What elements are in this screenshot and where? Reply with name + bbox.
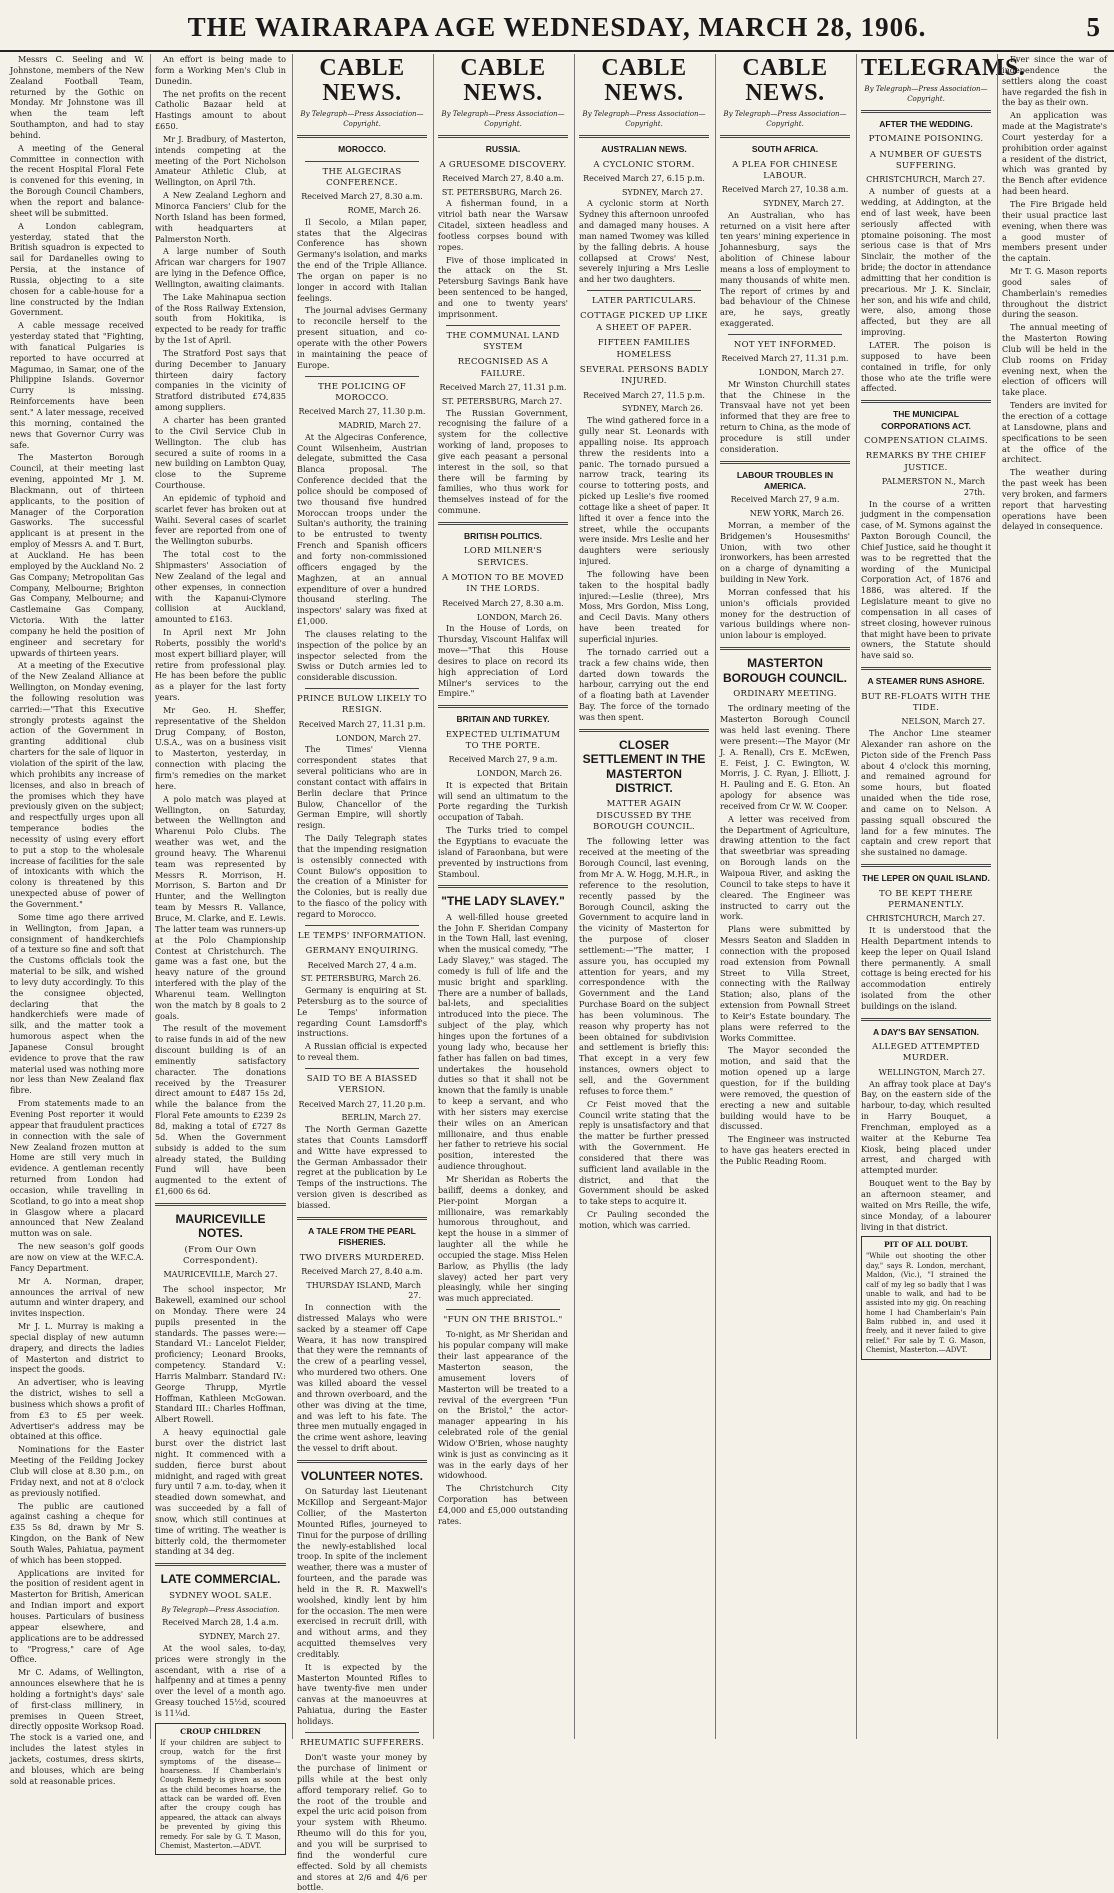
divider — [587, 290, 701, 291]
ad-title: PIT OF ALL DOUBT. — [884, 1240, 968, 1250]
column-2 — [150, 54, 290, 1850]
paragraph: Germany is enquiring at St. Petersburg as to the source of Le Temps' information regarding Count Lamsdorff's instructions. — [297, 984, 427, 1039]
divider — [446, 1309, 560, 1310]
divider — [720, 461, 850, 464]
paragraph: Plans were submitted by Messrs Seaton and Sladden in connection with the proposed road extension from Pownall Street to Villa Street, connecting with the Railway Station; also, plans of the extension from Pownall Street to Keir's Estate boundary. The plans were referred to the Works Committee. — [720, 924, 850, 1043]
paragraph: A polo match was played at Wellington, on Saturday, between the Wellington and Wharenui Polo Clubs. The weather was wet, and the ground heavy. The Wharenui team was represented by Messrs R. Morrison, H. Morrison, S. Barton and Dr Hunter, and the Wellington team by Messrs R. Vallance, Bruce, M. Clarke, and E. Lewis. The latter team was runners-up at the Polo Championship Contest at Christchurch. The game was a fast one, but the heavy nature of the ground interfered with the play of the Wharenui team. Wellington won the match by 8 goals to 2 goals. — [155, 793, 286, 1021]
received-time: Received March 27, 9 a.m. — [730, 495, 840, 505]
dateline: SYDNEY, March 26. — [621, 404, 703, 414]
paragraph: A cyclonic storm at North Sydney this afternoon unroofed and damaged many houses. A man named Twomey was killed by the falling debris. A house collapsed at Crows' Nest, severely injuring a Mrs Leslie and her two daughters. — [579, 198, 709, 285]
paragraph: Cr Feist moved that the Council write stating that the reply is unsatisfactory and that the matter be further pressed with the Government. He considered that there was sufficient land available in the district, and that the Government should be asked to take steps to acquire it. — [579, 1098, 709, 1207]
received-time: Received March 27, 11.31 p.m. — [298, 719, 426, 729]
paragraph: The Fire Brigade held their usual practice last evening, when there was a good muster of members present under the captain. — [1002, 198, 1107, 264]
paragraph: Applications are invited for the position of resident agent in Masterton for British, American and Indian import and export houses. Particulars of business appear elsewhere, and applications are to be addressed to "Progress," care of Age Office. — [10, 1567, 144, 1665]
paragraph: An effort is being made to form a Working Men's Club in Dunedin. — [155, 54, 286, 86]
byline: By Telegraph—Press Association—Copyright. — [723, 110, 847, 128]
paragraph: In the course of a written judgment in the compensation case, of M. Symons against the Paxton Borough Council, the Chief Justice, said he thought it was to be regretted that the wording of the Municipal Corporation Act, of 1876 and 1886, was altered. If the Legislature meant to give no compensation in all cases of street closing, however ruinous that might have been to private owners, the Statute should have said so. — [861, 498, 991, 661]
section-subheading: GERMANY ENQUIRING. — [305, 946, 419, 957]
paragraph: The annual meeting of the Masterton Rowing Club will be held in the Club rooms on Friday evening next, when the election of officers will take place. — [1002, 322, 1107, 398]
divider — [438, 885, 568, 888]
section-subheading: THE POLICING OF MOROCCO. — [318, 381, 406, 403]
paragraph: In the House of Lords, on Thursday, Viscount Halifax will move—"That this House desires to place on record its high appreciation of Lord Milner's services to the Empire." — [438, 623, 568, 699]
dateline: ROME, March 26. — [347, 205, 421, 215]
paragraph: The following letter was received at the meeting of the Borough Council, last evening, from Mr A. W. Hogg, M.H.R., in reference to the resolution, recently passed by the Borough Council, asking the Government to acquire land in the vicinity of Masterton for the purpose of closer settlement:—"The matter, I assure you, has occupied my attention for years, and my correspondence with the Government and the Land Purchase Board on the subject has been voluminous. The reason why property has not been obtained for subdivision and settlement is briefly this: That except in a very few instances, owners object to sell, and the Government refuses to force them." — [579, 836, 709, 1096]
section-subheading: A GRUESOME DISCOVERY. — [439, 159, 567, 170]
section-subheading: A NUMBER OF GUESTS SUFFERING. — [869, 149, 983, 172]
paragraph: Mr A. Norman, draper, announces the arrival of new autumn and winter drapery, and invites inspection. — [10, 1275, 144, 1319]
section-subheading: NOT YET INFORMED. — [733, 339, 837, 350]
received-time: Received March 27, 11.5 p.m. — [583, 390, 705, 400]
dateline: PALMERSTON N., March 27th. — [881, 477, 985, 497]
newspaper-title: THE WAIRARAPA AGE WEDNESDAY, MARCH 28, 1906. — [187, 12, 927, 42]
received-time: Received March 27, 11.31 p.m. — [721, 354, 849, 364]
section-subheading: THE ALGECIRAS CONFERENCE. — [322, 166, 402, 188]
section-heading: BRITAIN AND TURKEY. — [456, 714, 550, 725]
paragraph: The Lake Mahinapua section of the Ross Railway Extension, south from Hokitika, is expected to be ready for traffic by the 1st of April. — [155, 291, 286, 346]
section-heading: BRITISH POLITICS. — [464, 530, 542, 541]
paragraph: The clauses relating to the inspection of the police by an inspector selected from the Swiss or Dutch armies led to considerable discussion. — [297, 628, 427, 683]
section-subheading: LATER PARTICULARS. — [591, 296, 697, 307]
paragraph: Bouquet went to the Bay by an afternoon steamer, and waited on Mrs Reille, the wife, since Monday, of a labourer living in that district. — [861, 1178, 991, 1232]
section-subheading: REMARKS BY THE CHIEF JUSTICE. — [865, 451, 987, 473]
section-subheading: RHEUMATIC SUFFERERS. — [299, 1737, 424, 1748]
paragraph: The journal advises Germany to reconcile herself to the present situation, and co-operate with the other Powers in maintaining the peace of Europe. — [297, 305, 427, 370]
section-heading: THE MUNICIPAL CORPORATIONS ACT. — [881, 409, 971, 431]
paragraph: A New Zealand Leghorn and Minorca Fanciers' Club for the North Island has been formed, with headquarters at Palmerston North. — [155, 190, 286, 244]
section-subheading: SYDNEY WOOL SALE. — [169, 1590, 272, 1601]
paragraph: In connection with the distressed Malays who were sacked by a steamer off Cape Weara, it has now transpired that they were the remnants of the crew of a pearling vessel, who murdered two others. One was killed aboard the vessel and thrown overboard, and the other was diving at the time, and was left to his fate. The three men mutually engaged in the crime went ashore, leaving the vessel to drift about. — [297, 1302, 427, 1454]
column-3 — [292, 54, 431, 1893]
paragraph: Ever since the war of independence the settlers along the coast have regarded the fish in the bay as their own. — [1002, 54, 1107, 108]
dateline: SYDNEY, March 27. — [762, 198, 844, 208]
section-subheading: LORD MILNER'S SERVICES. — [463, 546, 543, 568]
section-subheading: A CYCLONIC STORM. — [593, 159, 695, 170]
divider — [438, 135, 568, 138]
divider — [861, 667, 991, 670]
paragraph: The Turks tried to compel the Egyptians to evacuate the island of Faraonbana, but were prevented by instructions from Stamboul. — [438, 825, 568, 879]
paragraph: The Daily Telegraph states that the impending resignation is ostensibly connected with Count Bulow's opposition to the creation of a Minister for the Colonies, but is really due to the fiasco of the policy with regard to Morocco. — [297, 833, 427, 919]
divider — [305, 1068, 419, 1069]
paragraph: An Australian, who has returned on a visit here after ten years' mining experience in Johannesburg, says the abolition of Chinese labour means a loss of employment to many thousands of white men. The report of crimes by and bad behaviour of the Chinese are, he says, greatly exaggerated. — [720, 209, 850, 329]
divider — [728, 334, 842, 335]
divider — [438, 705, 568, 708]
divider — [155, 1203, 286, 1206]
paragraph: A Russian official is expected to reveal them. — [297, 1041, 427, 1063]
byline: By Telegraph—Press Association—Copyright. — [864, 85, 988, 103]
dateline: ST. PETERSBURG, March 26. — [441, 187, 562, 197]
paragraph: In April next Mr John Roberts, possibly the world's most expert billiard player, will retire from professional play. He has been before the public as a player for the last forty years. — [155, 627, 286, 703]
divider — [305, 1732, 419, 1733]
paragraph: From statements made to an Evening Post reporter it would appear that fraudulent practices in connection with the sale of New Zealand frozen mutton at Home are still very much in evidence. A gentleman recently returned from London had occasion, while travelling in Scotland, to go into a meat shop in Glasgow where a placard announced that New Zealand mutton was on sale. — [10, 1098, 144, 1239]
paragraph: Mr J. Bradbury, of Masterton, intends competing at the meeting of the Port Nicholson Amateur Athletic Club, at Wellington, on April 7th. — [155, 133, 286, 188]
dateline: LONDON, March 26. — [476, 612, 562, 622]
paragraph: It is understood that the Health Department intends to keep the leper on Quail Island there permanently. A small cottage is being erected for his accommodation entirely isolated from the other buildings on the island. — [861, 924, 991, 1011]
paragraph: It is expected that Britain will send an ultimatum to the Porte regarding the Turkish occupation of Tabah. — [438, 779, 568, 823]
divider — [438, 522, 568, 525]
paragraph: To-night, as Mr Sheridan and his popular company will make their last appearance of the Masterton season, the amusement lovers of Masterton will be treated to a revival of the evergreen "Fun on the Bristol," the actor-manager appearing in his celebrated role of the genial Widow O'Brien, whose naughty wink is just as convincing as it was in the early days of her widowhood. — [438, 1329, 568, 1481]
section-heading: "THE LADY SLAVEY." — [441, 894, 565, 909]
received-time: Received March 27, 8.40 a.m. — [301, 1266, 423, 1276]
section-subheading: RECOGNISED AS A FAILURE. — [457, 357, 549, 379]
divider — [861, 400, 991, 403]
paragraph: The new season's golf goods are now on view at the W.F.C.A. Fancy Department. — [10, 1241, 144, 1273]
paragraph: Nominations for the Easter Meeting of the Feilding Jockey Club will close at 8.30 p.m., on Friday next, and not at 8 o'clock as previously notified. — [10, 1444, 144, 1498]
paragraph: An affray took place at Day's Bay, on the eastern side of the harbour, to-day, which resulted in Harry Bouquet, a Frenchman, employed as a waiter at the Keburne Tea Kiosk, being placed under arrest, and charged with attempted murder. — [861, 1078, 991, 1176]
cable-news-header: CABLE NEWS. — [601, 55, 687, 107]
paragraph: An application was made at the Magistrate's Court yesterday for a prohibition order against a resident of the district, which was granted by the Bench after evidence had been heard. — [1002, 110, 1107, 197]
received-time: Received March 27, 11.31 p.m. — [439, 383, 567, 393]
paragraph: Mr Winston Churchill states that the Chinese in the Transvaal have not yet been informed that they are free to return to China, as the mode of procedure is still under consideration. — [720, 378, 850, 454]
paragraph: Five of those implicated in the attack on the St. Petersburg Savings Bank have been sentenced to be hanged, and one to twenty years' imprisonment. — [438, 254, 568, 319]
divider — [579, 135, 709, 138]
column-1 — [6, 54, 148, 1786]
paragraph: A London cablegram, yesterday, stated that the British squadron is expected to sail for Dardanelles owing to Persia, at the instance of Russia, objecting to a site chosen for a cable-house for a line constructed by the Indian Government. — [10, 220, 144, 318]
dateline: BERLIN, March 27. — [341, 1113, 421, 1123]
dateline: ST. PETERSBURG, March 27. — [441, 396, 562, 406]
column-6 — [715, 54, 854, 1739]
paragraph: A cable message received yesterday stated that "Fighting, with fanatical Pulgaries is reported to have occurred at Magumao, in Samar, one of the Philippine Islands. Governor Curry is missing. Reinforcements have been sent." A later message, received this morning, contained the news that Governor Curry was safe. — [10, 320, 144, 450]
paragraph: A meeting of the General Committee in connection with the recent Hospital Floral Fete is convened for this evening, in the Borough Council Chambers, when the report and balance-sheet will be submitted. — [10, 142, 144, 218]
cable-news-header: CABLE NEWS. — [319, 55, 405, 107]
received-time: Received March 28, 1.4 a.m. — [162, 1618, 279, 1628]
paragraph: The weather during the past week has been very broken, and farmers report that harvesting operations have been delayed in consequence. — [1002, 467, 1107, 532]
advertisement — [861, 1236, 991, 1359]
paragraph: Messrs C. Seeling and W. Johnstone, members of the New Zealand Football Team, returned by the Gothic on Monday. Mr Johnstone was ill when the team left Southampton, and had to stay behind. — [10, 54, 144, 140]
section-heading: VOLUNTEER NOTES. — [300, 1468, 423, 1483]
paragraph: The net profits on the recent Catholic Bazaar held at Hastings amount to about £650. — [155, 88, 286, 132]
telegrams-header: TELEGRAMS. — [861, 55, 1026, 81]
received-time: Received March 27, 10.38 a.m. — [721, 185, 849, 195]
paragraph: Mr Geo. H. Sheffer, representative of the Sheldon Drug Company, of Boston, U.S.A., was on a business visit to Masterton, yesterday, in connection with placing the firm's remedies on the market here. — [155, 704, 286, 791]
section-subheading: COTTAGE PICKED UP LIKE A SHEET OF PAPER. — [580, 311, 708, 333]
paragraph: The school inspector, Mr Bakewell, examined our school on Monday. There were 24 pupils presented in the standards. The passes were:—Standard VI.: Lancelot Fielder, proficiency; Leonard Brooks, competency. Standard V.: Harris Malmbarr. Standard IV.: George Thrupp, Myrtle Hoffman, Kathleen McGowan. Standard III.: Charles Hoffman, Albert Rowell. — [155, 1284, 286, 1425]
section-subheading: MATTER AGAIN DISCUSSED BY THE BOROUGH COUNCIL. — [593, 799, 695, 833]
paragraph: Tenders are invited for the erection of a cottage at Lansdowne, plans and specifications to be seen at the office of the architect. — [1002, 400, 1107, 465]
section-subheading: FIFTEEN FAMILIES HOMELESS — [597, 338, 691, 360]
divider — [861, 110, 991, 113]
section-heading: A TALE FROM THE PEARL FISHERIES. — [308, 1225, 416, 1248]
received-time: Received March 27, 4 a.m. — [307, 960, 417, 970]
paragraph: The result of the movement to raise funds in aid of the new discount building is of an eminently satisfactory character. The donations received by the Treasurer direct amount to £487 15s 2d, while the balance from the Floral Fete amounts to £239 2s 8d, making a total of £727 8s 5d. When the Government subsidy is added to the sum already stated, the Building Fund will have been augmented to the extent of £1,600 6s 6d. — [155, 1023, 286, 1197]
paragraph: The Engineer was instructed to have gas heaters erected in the Public Reading Room. — [720, 1134, 850, 1166]
byline: By Telegraph—Press Association—Copyright. — [441, 110, 565, 128]
paragraph: The Stratford Post says that during December to January thirteen dairy factory companies in the vicinity of Stratford distributed £74,835 among suppliers. — [155, 347, 286, 413]
advertisement — [155, 1723, 286, 1856]
received-time: Received March 27, 8.40 a.m. — [442, 173, 564, 183]
section-subheading: TO BE KEPT THERE PERMANENTLY. — [879, 888, 973, 910]
dateline: NEW YORK, March 26. — [749, 509, 844, 519]
column-4 — [433, 54, 572, 1739]
paragraph: At a meeting of the Executive of the New Zealand Alliance at Wellington, on Monday evening, the following resolution was carried:—"That this Executive strongly protests against the action of the Government in granting additional club charters for the sale of liquor in violation of the spirit of the law, which prohibits any increase of licenses, and also in breach of the promises which they have previously given on the subject; and respectfully urges upon all temperance bodies the necessity of using every effort to put a stop to the wholesale increase of facilities for the sale of intoxicants with which the colony is threatened by this unexpected abuse of power of the Government." — [10, 660, 144, 909]
paragraph: A fisherman found, in a vitriol bath near the Warsaw Citadel, sixteen headless and footless corpses bound with ropes. — [438, 198, 568, 252]
paragraph: The public are cautioned against cashing a cheque for £35 5s 8d, drawn by Mr S. Kingdon, on the Bank of New South Wales, Pahiatua, payment of which has been stopped. — [10, 1500, 144, 1565]
paragraph: The tornado carried out a track a few chains wide, then darted down towards the harbour, carrying out the end of a floating bath at Lavender Bay. The force of the tornado was then spent. — [579, 646, 709, 722]
received-time: Received March 27, 8.30 a.m. — [442, 598, 564, 608]
ad-text: "While out shooting the other day," says R. London, merchant, Maldon, (Vic.), "I strained the calf of my leg so badly that I was unable to walk, and had to be assisted into my gig. On reaching home I had Chamberlain's Pain Balm rubbed in, and used it freely, and it never failed to give relief." For sale by T. G. Mason, Chemist, Masterton.—ADVT. — [866, 1252, 986, 1355]
paragraph: A well-filled house greeted the John F. Sheridan Company in the Town Hall, last evening, when the musical comedy, "The Lady Slavey," was staged. The comedy is full of life and the music bright and sparkling. There are a number of ballads, bal-lets, and specialities introduced into the piece. The subject of the play, which hinges upon the fortunes of a young lady who, because her father has fallen on bad times, undertakes the household duties so that it shall not be known that the family is unable to keep a servant, and who with her sisters may exercise their wiles on an American millionaire, and thus enable her father to retrieve his social position, interested the audience throughout. — [438, 911, 568, 1172]
page-number: 5 — [1086, 12, 1100, 42]
section-subheading: LE TEMPS' INFORMATION. — [297, 930, 427, 941]
paragraph: The total cost to the Shipmasters' Association of New Zealand of the legal and other expenses, in connection with the Kapanui-Clymore collision at Auckland, amounted to £163. — [155, 549, 286, 625]
paragraph: A charter has been granted to the Civil Service Club in Wellington. The club has secured a suite of rooms in a new building on Lambton Quay, close to the Supreme Courthouse. — [155, 415, 286, 491]
paragraph: Mr Sheridan as Roberts the bailiff, deems a donkey, and Pier-point Morgan a millionaire, was remarkably humorous throughout, and kept the house in a simmer of laughter all the while he occupied the stage. Miss Helen Barlow, as Phyllis (the lady slavey) acted her part very pleasingly, while her singing was much appreciated. — [438, 1173, 568, 1304]
column-5 — [574, 54, 713, 1739]
byline: By Telegraph—Press Association. — [161, 1606, 280, 1615]
column-7 — [856, 54, 1026, 1739]
section-subheading: PRINCE BULOW LIKELY TO RESIGN. — [297, 694, 427, 716]
section-heading: A DAY'S BAY SENSATION. — [872, 1026, 980, 1037]
section-heading: CLOSER SETTLEMENT IN THE MASTERTON DISTRICT. — [582, 737, 706, 795]
section-subheading: ORDINARY MEETING. — [733, 688, 837, 699]
divider — [297, 135, 427, 138]
divider — [297, 1460, 427, 1463]
dateline: SYDNEY, March 27. — [621, 187, 703, 197]
divider — [305, 925, 419, 926]
section-heading: MAURICEVILLE NOTES. — [175, 1211, 266, 1241]
dateline: WELLINGTON, March 27. — [878, 1067, 985, 1077]
paragraph: An advertiser, who is leaving the district, wishes to sell a business which shows a profit of from £3 to £5 per week. Advertiser's address may be obtained at this office. — [10, 1377, 144, 1442]
paragraph: The ordinary meeting of the Masterton Borough Council was held last evening. There were present:—The Mayor (Mr J. A. Renall), Crs E. McEwen, E. Feist, J. C. Ewington, W. Morris, J. C. Ryan, J. Elliott, J. H. Pauling and E. G. Eton. An apology for absence was received from Cr W. W. Cooper. — [720, 703, 850, 811]
paragraph: LATER. The poison is supposed to have been contained in trifle, for only those who ate the trifle were affected. — [861, 339, 991, 394]
divider — [155, 1563, 286, 1566]
paragraph: A large number of South African war chargers for 1907 are lying in the Defence Office, Wellington, awaiting claimants. — [155, 246, 286, 289]
divider — [297, 1217, 427, 1220]
paragraph: The wind gathered force in a gully near St. Leonards with appalling noise. Its approach threw the residents into a panic. The tornado pursued a narrow track, tearing its course to tottering posts, and picked up Leslie's five roomed cottage like a sheet of paper. It lifted it over a fence into the street, while the occupants were inside. Mrs Leslie and her daughters were seriously injured. — [579, 415, 710, 567]
dateline: NELSON, March 27. — [901, 717, 985, 727]
divider — [861, 864, 991, 867]
section-subheading: (From Our Own Correspondent). — [182, 1244, 259, 1267]
dateline: LONDON, March 27. — [758, 368, 844, 378]
paragraph: Mr T. G. Mason reports good sales of Chamberlain's remedies throughout the district during the season. — [1002, 266, 1107, 320]
column-8 — [997, 54, 1111, 1739]
cable-news-header: CABLE NEWS. — [742, 55, 828, 107]
received-time: Received March 27, 8.30 a.m. — [301, 192, 423, 202]
paragraph: A letter was received from the Department of Agriculture, drawing attention to the fact that sweetbriar was spreading on Borough lands on the Waipoua River, and asking the Council to take steps to have it cleared. The Engineer was instructed to carry out the work. — [720, 813, 850, 922]
section-heading: AUSTRALIAN NEWS. — [601, 144, 687, 155]
paragraph: A number of guests at a wedding, at Addington, at the end of last week, have been seriously affected with ptomaine poisoning. The most serious case is that of Mrs Sinclair, the mother of the bride; the doctor in attendance admitting that her condition is precarious. Mr J. K. Sinclair, her son, and his wife and child, were, also, among those affected, but they are all improving. — [861, 186, 991, 338]
byline: By Telegraph—Press Association—Copyright. — [300, 110, 424, 128]
received-time: Received March 27, 9 a.m. — [448, 755, 558, 765]
section-subheading: SEVERAL PERSONS BADLY INJURED. — [579, 364, 709, 387]
paragraph: On Saturday last Lieutenant McKillop and Sergeant-Major Collier, of the Masterton Mounted Rifles, journeyed to Tinui for the purpose of drilling the newly-established local troop. In spite of the inclement weather, there was a muster of fourteen, and the parade was held in the R. R. Maxwell's woolshed, kindly lent by him for the occasion. The men were exercised in recruit drill, with and without arms, and they acquitted themselves very creditably. — [297, 1486, 427, 1659]
section-subheading: SAID TO BE A BIASSED VERSION. — [306, 1073, 418, 1096]
section-subheading: ALLEGED ATTEMPTED MURDER. — [872, 1042, 980, 1064]
paragraph: The following have been taken to the hospital badly injured:—Leslie (three), Mrs Moss, Mrs Gordon, Miss Long, and Cecil Davis. Many others have been treated for superficial injuries. — [579, 568, 709, 644]
divider — [305, 376, 419, 377]
paragraph: Don't waste your money by the purchase of liniment or pills while at the best only afford temporary relief. Go to the root of the trouble and expel the uric acid poison from your system with Rheumo. Rheumo will do this for you, and you will be surprised to find the wonderful cure effected. Sold by all chemists and stores at 2/6 and 4/6 per bottle. — [297, 1752, 427, 1893]
dateline: ST. PETERSBURG, March 26. — [300, 974, 421, 984]
section-subheading: COMPENSATION CLAIMS. — [864, 435, 988, 446]
ad-title: CROUP CHILDREN — [180, 1726, 261, 1736]
paragraph: A heavy equinoctial gale burst over the district last night. It commenced with a sudden, fierce burst about midnight, and raged with great fury until 7 a.m. to-day, when it steadied down somewhat, and was succeeded by a fall of snow, which still continues at time of writing. The weather is bitterly cold, the thermometer standing at 34 deg. — [155, 1427, 286, 1557]
section-subheading: THE COMMUNAL LAND SYSTEM — [446, 330, 560, 352]
paragraph: The Masterton Borough Council, at their meeting last evening, appointed Mr J. M. Blackmann, out of thirteen applicants, to the position of Manager of the Corporation Gasworks. The successful applicant is at present in the employ of Messrs A. and T. Burt, at Auckland. He has been employed by the Auckland No. 2 Gas Company; Metropolitan Gas Company, Melbourne; Brighton Gas Company, Melbourne; and Castlemaine Gas Company, Victoria. With the latter company he held the position of engineer and secretary for upwards of thirteen years. — [10, 452, 144, 658]
section-heading: AFTER THE WEDDING. — [879, 118, 973, 129]
divider — [720, 647, 850, 650]
dateline: LONDON, March 26. — [476, 769, 562, 779]
section-heading: SOUTH AFRICA. — [751, 144, 819, 155]
dateline: THURSDAY ISLAND, March 27. — [306, 1280, 421, 1301]
section-heading: THE LEPER ON QUAIL ISLAND. — [862, 873, 990, 884]
paragraph: At the wool sales, to-day, prices were strongly in the ascendant, with a rise of a halfpenny and at times a penny over the level of a month ago. Greasy touched 15½d, scoured is 11¼d. — [155, 1642, 286, 1718]
divider — [579, 729, 709, 732]
section-subheading: "FUN ON THE BRISTOL." — [443, 1315, 563, 1326]
section-subheading: EXPECTED ULTIMATUM TO THE PORTE. — [445, 729, 561, 751]
divider — [720, 135, 850, 138]
divider — [446, 325, 560, 326]
section-subheading: A MOTION TO BE MOVED IN THE LORDS. — [442, 573, 564, 595]
dateline: LONDON, March 27. — [335, 733, 421, 743]
paragraph: An epidemic of typhoid and scarlet fever has broken out at Waihi. Several cases of scarlet fever are reported from one of the Wellington suburbs. — [155, 492, 286, 547]
divider — [305, 161, 419, 162]
masthead — [0, 0, 1114, 52]
section-heading: MOROCCO. — [338, 144, 386, 155]
received-time: Received March 27, 6.15 p.m. — [583, 173, 705, 183]
paragraph: Mr J. L. Murray is making a special display of new autumn drapery, and directs the ladies of Masterton and district to inspect the goods. — [10, 1321, 144, 1375]
section-subheading: TWO DIVERS MURDERED. — [299, 1252, 425, 1263]
paragraph: Il Secolo, a Milan paper, states that the Algeciras Conference has shown Germany's isolation, and marks the end of the Triple Alliance. The organ on paper is no longer in accord with Italian feelings. — [297, 216, 427, 303]
paragraph: Morran confessed that his union's officials provided money for the destruction of various buildings where non-union labour is employed. — [720, 586, 850, 641]
dateline: SYDNEY, March 27. — [198, 1632, 280, 1642]
paragraph: The Russian Government, recognising the failure of a system for the collective working of land, proposes to give each peasant a personal interest in the soil, so that there will be farming by families, who thus work for themselves instead of for the commune. — [438, 407, 568, 516]
section-heading: LATE COMMERCIAL. — [160, 1572, 281, 1587]
dateline: MADRID, March 27. — [338, 420, 421, 430]
paragraph: At the Algeciras Conference, Count Wilsenheim, Austrian delegate, submitted the Casa Blanca proposal. The Conference decided that the police should be composed of two thousand five hundred Moroccan troops under the Sultan's authority, the training to be entrusted to twenty French and Spanish officers and forty non-commissioned officers engaged by the Maghzen, at an annual expenditure of over a hundred thousand sterling. The inspectors' salary was fixed at £1,000. — [297, 431, 427, 627]
section-subheading: BUT RE-FLOATS WITH THE TIDE. — [861, 691, 991, 713]
paragraph: The Anchor Line steamer Alexander ran ashore on the Picton side of the French Pass about 4 o'clock this morning, and remained aground for some hours, but floated unaided when the tide rose, and came on to Nelson. A passing squall obscured the land for a few minutes. The captain and crew report that she sustained no damage. — [861, 728, 991, 858]
dateline: CHRISTCHURCH, March 27. — [866, 175, 985, 185]
section-subheading: A PLEA FOR CHINESE LABOUR. — [732, 159, 838, 181]
received-time: Received March 27, 11.30 p.m. — [298, 407, 426, 417]
dateline: CHRISTCHURCH, March 27. — [866, 914, 985, 924]
section-heading: MASTERTON BOROUGH COUNCIL. — [723, 656, 847, 685]
section-heading: A STEAMER RUNS ASHORE. — [867, 676, 985, 687]
paragraph: The Mayor seconded the motion, and said that the motion opened up a large question, for if the building were removed, the question of erecting a new and suitable building would have to be discussed. — [720, 1045, 850, 1132]
paragraph: Some time ago there arrived in Wellington, from Japan, a consignment of handkerchiefs of a texture so fine and soft that the Customs officials took the material to be silk, and wished to levy duty accordingly. To this the consignee objected, declaring that the handkerchiefs were made of silk, and the matter took a humorous aspect when the Japanese Consul brought evidence to prove that the raw material used was nothing more nor less than New Zealand flax fibre. — [10, 911, 144, 1096]
ad-text: If your children are subject to croup, watch for the first symptoms of the disease—hoarseness. If Chamberlain's Cough Remedy is given as soon as the child becomes hoarse, the attack can be warded off. Even after the croupy cough has appeared, the attack can always be prevented by giving this remedy. For sale by G. T. Mason, Chemist, Masterton.—ADVT. — [160, 1738, 281, 1850]
divider — [305, 688, 419, 689]
paragraph: Cr Pauling seconded the motion, which was carried. — [579, 1209, 709, 1230]
section-heading: RUSSIA. — [485, 144, 521, 155]
divider — [861, 1018, 991, 1021]
section-subheading: PTOMAINE POISONING. — [868, 134, 984, 145]
paragraph: The Times' Vienna correspondent states that several politicians who are in constant contact with affairs in Berlin declare that Prince Bulow, Chancellor of the German Empire, will shortly resign. — [297, 744, 427, 831]
paragraph: The North German Gazette states that Counts Lamsdorff and Witte have expressed to the German Ambassador their regret at the publication by Le Temps of the instructions. The version given is described as biassed. — [297, 1124, 427, 1210]
paragraph: Mr C. Adams, of Wellington, announces elsewhere that he is holding a fortnight's days' sale of first-class millinery, in premises in Queen Street, directly opposite Worksop Road. The stock is a varied one, and includes the latest styles in jackets, costumes, dress skirts, and blouses, which are being sold at reasonable prices. — [10, 1667, 144, 1786]
paragraph: The Christchurch City Corporation has between £4,000 and £5,000 outstanding rates. — [438, 1483, 568, 1526]
received-time: Received March 27, 11.20 p.m. — [298, 1099, 426, 1109]
paragraph: It is expected by the Masterton Mounted Rifles to have twenty-five men under canvas at the manoeuvres at Pahiatua, during the Easter holidays. — [297, 1661, 427, 1727]
paragraph: Morran, a member of the Bridgemen's Housesmiths' Union, with two other ironworkers, has been arrested on a charge of dynamiting a building in New York. — [720, 519, 850, 585]
dateline: MAURICEVILLE, March 27. — [163, 1270, 278, 1280]
byline: By Telegraph—Press Association—Copyright. — [582, 110, 706, 128]
section-heading: LABOUR TROUBLES IN AMERICA. — [736, 469, 834, 492]
cable-news-header: CABLE NEWS. — [460, 55, 546, 107]
